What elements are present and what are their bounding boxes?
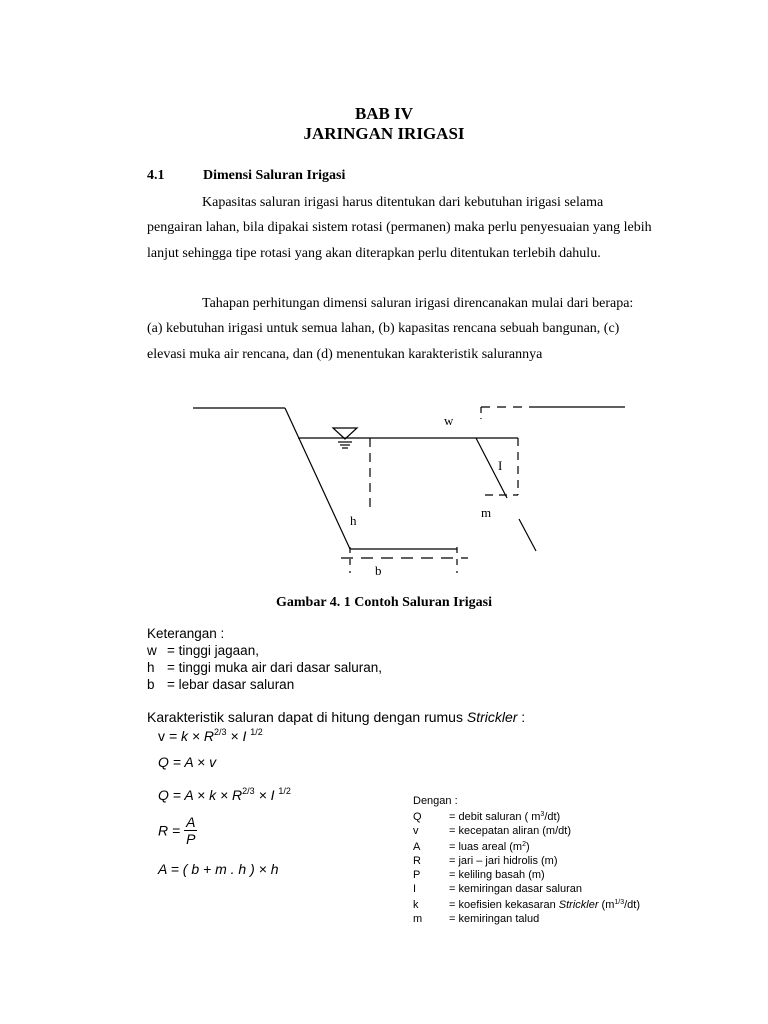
keterangan-item: b = lebar dasar saluran [147,677,295,692]
label-m: m [481,505,492,520]
right-side-slope [476,438,507,498]
legend-item: v = kecepatan aliran (m/dt) [413,825,571,837]
legend-heading: Dengan : [413,795,458,807]
left-side-slope [285,408,350,549]
equation-discharge-expanded: $Q = A \times k \times R^{2/3} \times I$ $^{1/2}$ [158,786,291,803]
legend-item: I = kemiringan dasar saluran [413,883,582,895]
legend-item: A = luas areal $(m^2)$ [413,841,530,853]
section-title: Dimensi Saluran Irigasi [203,168,346,183]
equation-hydraulic-radius: R = $\frac{A}{P}$ [158,814,196,847]
section-number: 4.1 [147,168,165,183]
channel-cross-section-diagram [185,395,635,585]
fraction: $\frac{A}{P}$ [186,814,196,847]
label-w: w [444,413,454,428]
equation-velocity: $v = k \times R^{2/3} \times I$ $^{1/2}$ [158,727,263,744]
label-i: I [498,458,503,473]
legend-item: Q = debit saluran ( $m^3/dt$) [413,811,561,823]
keterangan-item: w = tinggi jagaan, [147,643,259,658]
keterangan-item: h = tinggi muka air dari dasar saluran, [147,660,382,675]
paragraph-2: Tahapan perhitungan dimensi saluran irigasi direncanakan mulai dari berapa: (a) kebutuhan irigasi untuk semua lahan, (b) kapasitas rencana sebuah bangunan, (c) elevasi muka air rencana, dan (d) menentukan karakteristik salurannya [147,296,634,362]
karakteristik-intro: Karakteristik saluran dapat di hitung dengan rumus Strickler : [147,709,526,725]
equation-discharge: Q = A × v [158,754,217,770]
figure-caption: Gambar 4. 1 Contoh Saluran Irigasi [276,595,492,610]
equation-area: A = ( b + m . h ) × h [158,861,279,877]
chapter-number: BAB IV [354,104,414,123]
legend-item: P = keliling basah (m) [413,869,545,881]
paragraph-1: Kapasitas saluran irigasi harus ditentukan dari kebutuhan irigasi selama pengairan lahan, bila dipakai sistem rotasi (permanen) maka perlu penyesuaian yang lebih lanjut sehingga tipe rotasi yang akan diterapkan perlu ditentukan terlebih dahulu. [147,195,652,261]
legend-item: k = koefisien kekasaran Strickler $(m^{1/3}/dt)$ [413,899,641,911]
chapter-title: JARINGAN IRIGASI [303,124,465,143]
keterangan-block [147,625,382,693]
legend-item: R = jari – jari hidrolis (m) [413,855,558,867]
keterangan-heading: Keterangan : [147,626,225,641]
label-h: h [350,513,357,528]
legend-item: m = kemiringan talud [413,913,540,925]
label-b: b [375,563,382,578]
symbol-legend [413,794,640,926]
water-level-marker [333,428,357,439]
